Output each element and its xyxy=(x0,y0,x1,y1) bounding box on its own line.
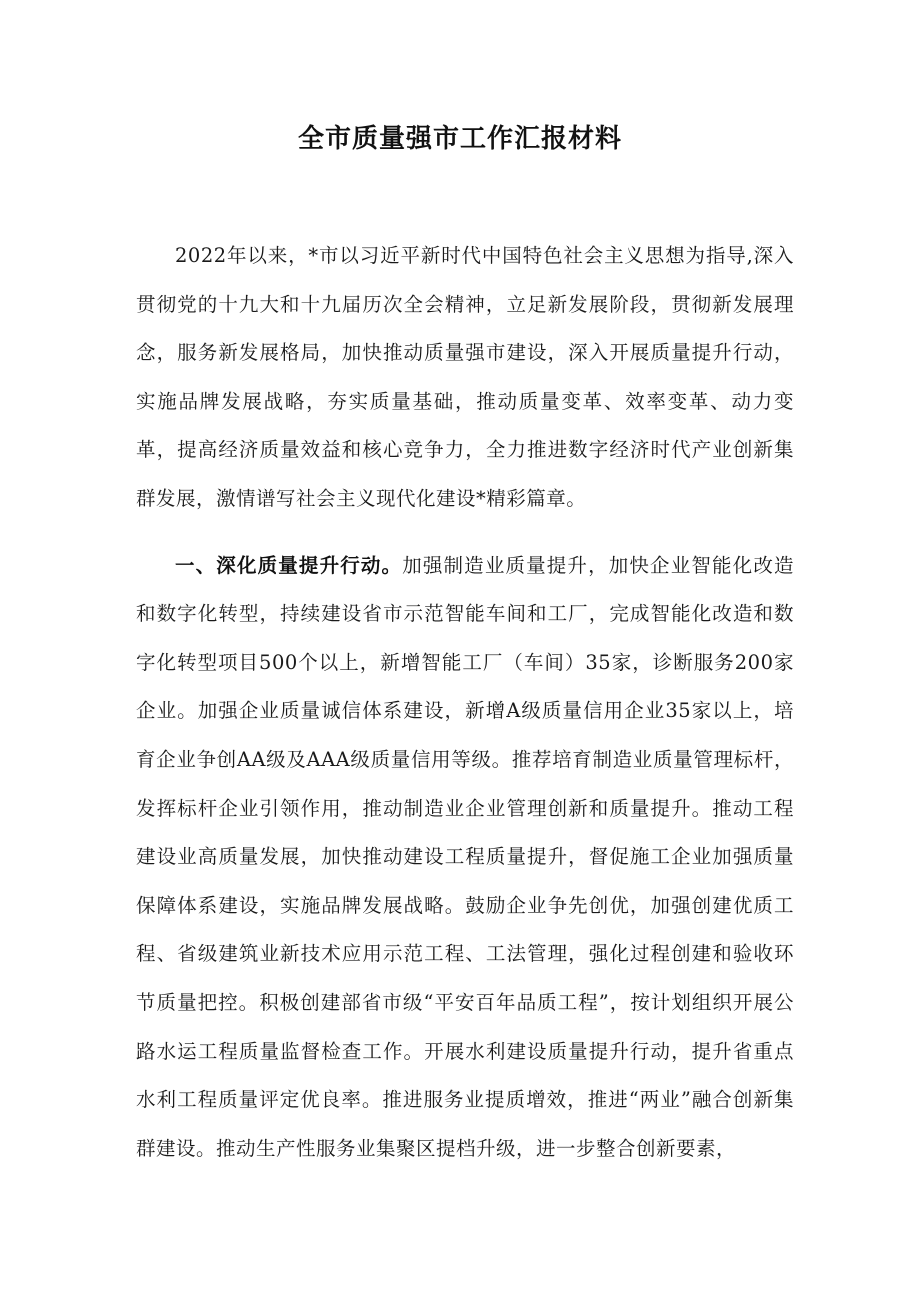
paragraph-text: 加强制造业质量提升，加快企业智能化改造和数字化转型，持续建设省市示范智能车间和工厂，完成智能化改造和数字化转型项目500个以上，新增智能工厂（车间）35家，诊断服务200家企业。加强企业质量诚信体系建设，新增A级质量信用企业35家以上，培育企业争创AA级及AAA级质量信用等级。推荐培育制造业质量管理标杆，发挥标杆企业引领作用，推动制造业企业管理创新和质量提升。推动工程建设业高质量发展，加快推动建设工程质量提升，督促施工企业加强质量保障体系建设，实施品牌发展战略。鼓励企业争先创优，加强创建优质工程、省级建筑业新技术应用示范工程、工法管理，强化过程创建和验收环节质量把控。积极创建部省市级“平安百年品质工程”，按计划组织开展公路水运工程质量监督检查工作。开展水利建设质量提升行动，提升省重点水利工程质量评定优良率。推进服务业提质增效，推进“两业”融合创新集群建设。推动生产性服务业集聚区提档升级，进一步整合创新要素， xyxy=(136,553,794,1160)
document-body xyxy=(136,232,794,1173)
section-heading: 一、深化质量提升行动。 xyxy=(175,553,403,577)
document-title: 全市质量强市工作汇报材料 xyxy=(297,124,622,154)
paragraph-intro xyxy=(136,232,794,524)
paragraph-text: 2022年以来，*市以习近平新时代中国特色社会主义思想为指导,深入贯彻党的十九大和十九届历次全会精神，立足新发展阶段，贯彻新发展理念，服务新发展格局，加快推动质量强市建设，深入开展质量提升行动，实施品牌发展战略，夯实质量基础，推动质量变革、效率变革、动力变革，提高经济质量效益和核心竞争力，全力推进数字经济时代产业创新集群发展，激情谱写社会主义现代化建设*精彩篇章。 xyxy=(136,244,794,510)
paragraph-section-1 xyxy=(136,542,794,1174)
